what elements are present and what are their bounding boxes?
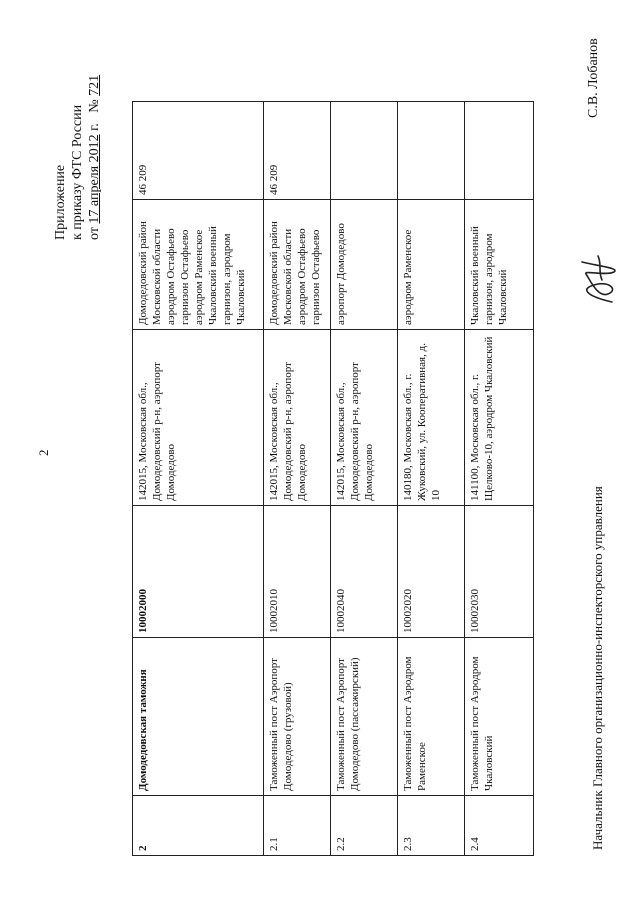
table-row: [465, 102, 534, 856]
date-day: 17: [87, 209, 102, 224]
table-row: [331, 102, 398, 856]
row-number: 2: [133, 796, 264, 856]
date-prefix: от: [87, 223, 102, 240]
post-okato: 46 209: [133, 102, 264, 200]
signer-name: С.В. Лобанов: [586, 38, 601, 118]
post-address: 142015, Московская обл., Домодедовский р-н, аэропорт Домодедово: [331, 330, 398, 506]
post-okato: [465, 102, 534, 200]
post-name: Таможенный пост Аэропорт Домодедово (пассажирский): [331, 638, 398, 796]
number-label: №: [87, 99, 102, 113]
appendix-date-line: [86, 75, 103, 240]
appendix-order: к приказу ФТС России: [70, 104, 85, 240]
post-code: 10002020: [398, 506, 465, 638]
post-address: 142015, Московская обл., Домодедовский р-н, аэропорт Домодедово: [264, 330, 331, 506]
post-name: Таможенный пост Аэропорт Домодедово (грузовой): [264, 638, 331, 796]
post-code: 10002000: [133, 506, 264, 638]
date-month: апреля: [87, 162, 102, 210]
table-row: [133, 102, 264, 856]
signature-caption: Начальник Главного организационно-инспекторского управления: [590, 486, 605, 850]
post-name: Домодедовская таможня: [133, 638, 264, 796]
post-okato: [398, 102, 465, 200]
post-address: 140180, Московская обл., г. Жуковский, ул. Кооперативная, д. 10: [398, 330, 465, 506]
post-code: 10002010: [264, 506, 331, 638]
post-name: Таможенный пост Аэродром Чкаловский: [465, 638, 534, 796]
post-zone: Чкаловский военный гарнизон, аэродром Чкаловский: [465, 200, 534, 330]
row-number: 2.1: [264, 796, 331, 856]
post-name: Таможенный пост Аэродром Раменское: [398, 638, 465, 796]
row-number: 2.3: [398, 796, 465, 856]
post-address: 141100, Московская обл., г. Щелково-10, аэродром Чкаловский: [465, 330, 534, 506]
row-number: 2.4: [465, 796, 534, 856]
post-okato: 46 209: [264, 102, 331, 200]
post-zone: аэродром Раменское: [398, 200, 465, 330]
table-row: [398, 102, 465, 856]
date-suffix: г.: [87, 123, 102, 135]
appendix-title: Приложение: [53, 164, 68, 240]
post-address: 142015, Московская обл., Домодедовский р-н, аэропорт Домодедово: [133, 330, 264, 506]
date-year: 2012: [87, 134, 102, 163]
page-number: 2: [36, 449, 51, 456]
post-zone: Домодедовский район Московской области аэродром Остафьево гарнизон Остафьево: [264, 200, 331, 330]
appendix-header: [52, 75, 103, 240]
post-okato: [331, 102, 398, 200]
number-value: 721: [87, 74, 102, 96]
customs-table: [132, 101, 534, 856]
handwritten-signature: [568, 250, 628, 310]
post-code: 10002040: [331, 506, 398, 638]
post-zone: аэропорт Домодедово: [331, 200, 398, 330]
post-zone: Домодедовский район Московской области аэродром Остафьево гарнизон Остафьево аэродром Раменское Чкаловский военный гарнизон, аэродром Чкаловский: [133, 200, 264, 330]
row-number: 2.2: [331, 796, 398, 856]
post-code: 10002030: [465, 506, 534, 638]
table-row: [264, 102, 331, 856]
